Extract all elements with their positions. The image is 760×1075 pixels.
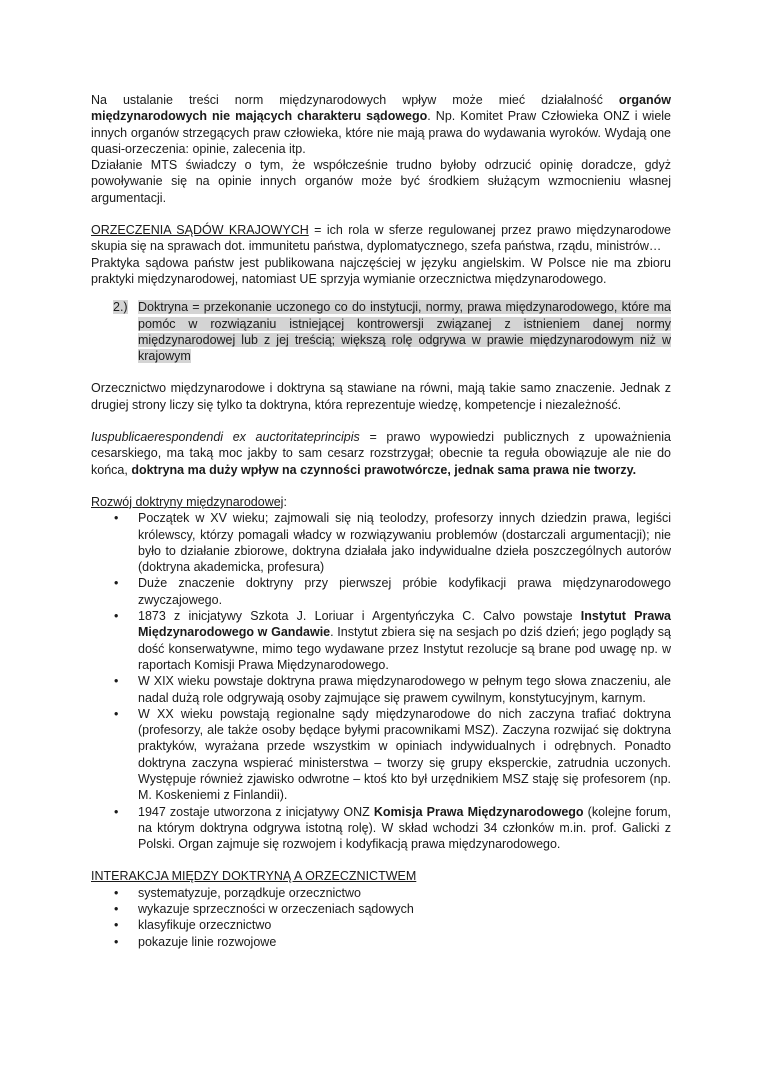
list-item: • W XIX wieku powstaje doktryna prawa międzynarodowego w pełnym tego słowa znaczeniu, ale nadal dużą role odgrywają osoby zajmujące się prawem cywilnym, konstytucyjnym, karnym. (138, 673, 671, 706)
list-item (138, 804, 671, 853)
krajowe-paragraph (91, 222, 671, 255)
list-item: • wykazuje sprzeczności w orzeczeniach sądowych (138, 901, 671, 917)
text-run: Na ustalanie treści norm międzynarodowych wpływ może mieć działalność (91, 93, 619, 107)
text-run: 1873 z inicjatywy Szkota J. Loriuar i Argentyńczyka C. Calvo powstaje (138, 609, 581, 624)
heading-colon: : (283, 494, 287, 509)
latin-term: Iuspublicaerespondendi ex auctoritateprincipis (91, 430, 360, 445)
bold-phrase: doktryna ma duży wpływ na czynności prawotwórcze, jednak sama prawa nie tworzy. (131, 462, 637, 477)
intro-paragraph-1 (91, 92, 671, 157)
list-item: • pokazuje linie rozwojowe (138, 934, 671, 950)
section-heading: ORZECZENIA SĄDÓW KRAJOWYCH (91, 223, 309, 238)
text-run: . Instytut zbiera się na sesjach po dziś dzień; jego poglądy są dość konserwatywne, mimo tego wydawane przez Instytut rezolucje są brane pod uwagę np. w raportach Komisji Prawa Międzynarodowego. (138, 625, 671, 672)
ius-paragraph (91, 429, 671, 478)
list-item: • klasyfikuje orzecznictwo (138, 917, 671, 933)
list-item: • Początek w XV wieku; zajmowali się nią teolodzy, profesorzy innych dziedzin prawa, legiści królewscy, którzy pomagali władcy w rozwiązywaniu problemów (dostarczali argumentacji); nie było to działanie zbiorowe, doktryna działała jako indywidualne dzieła poszczególnych autorów (doktryna akademicka, profesura) (138, 510, 671, 575)
list-item (138, 608, 671, 673)
interakcja-list (91, 885, 671, 950)
document-page (91, 92, 671, 950)
section-heading: Rozwój doktryny międzynarodowej (91, 494, 284, 509)
doktryna-numbered-item (113, 299, 671, 364)
item-number: 2.) (113, 300, 128, 315)
list-item: • W XX wieku powstają regionalne sądy międzynarodowe do nich zaczyna trafiać doktryna (profesorzy, ale także osoby będące byłymi pracownikami MSZ). Zaczyna rozwijać się doktryna praktyków, wyrażana przede wszystkim w opiniach indywidualnych i odrębnych. Ponadto doktryna zaczyna wspierać ministerstwa – tworzy się grupy eksperckie, zatrudnia uczonych. Występuje również zjawisko odwrotne – ktoś kto był urzędnikiem MSZ staję się profesorem (np. M. Koskeniemi z Finlandii). (138, 706, 671, 804)
doktryna-definition: Doktryna = przekonanie uczonego co do instytucji, normy, prawa międzynarodowego, które ma pomóc w rozwiązaniu istniejącej kontrowersji związanej z istnieniem danej normy międzynarodowej lub z jej treścią; większą rolę odgrywa w prawie międzynarodowym niż w krajowym (138, 300, 671, 364)
bold-phrase: Instytut Prawa Międzynarodowego w Gandawie (138, 609, 671, 640)
text-run: = ich rola w sferze regulowanej przez prawo międzynarodowe skupia się na sprawach dot. immunitetu państwa, dyplomatycznego, szefa państwa, rządu, ministrów… (91, 223, 671, 254)
section-heading: INTERAKCJA MIĘDZY DOKTRYNĄ A ORZECZNICTWEM (91, 869, 417, 884)
bold-phrase: Komisja Prawa Międzynarodowego (373, 804, 584, 819)
bold-phrase: organów międzynarodowych nie mających charakteru sądowego (91, 93, 671, 124)
rozwoj-heading-line (91, 494, 671, 510)
text-run: 1947 zostaje utworzona z inicjatywy ONZ (138, 804, 374, 819)
text-run: = prawo wypowiedzi publicznych z upoważnienia cesarskiego, ma taką moc jakby to sam cesarz rozstrzygał; obecnie ta reguła obowiązuje ale nie do końca, (91, 430, 671, 477)
list-item: • Duże znaczenie doktryny przy pierwszej próbie kodyfikacji prawa międzynarodowego zwyczajowego. (138, 575, 671, 608)
list-item: • systematyzuje, porządkuje orzecznictwo (138, 885, 671, 901)
krajowe-paragraph-2: Praktyka sądowa państw jest publikowana najczęściej w języku angielskim. W Polsce nie ma zbioru praktyki międzynarodowej, natomiast UE sprzyja wymianie orzecznictwa międzynarodowego. (91, 255, 671, 286)
text-run: (kolejne forum, na którym doktryna odgrywa istotną rolę). W skład wchodzi 34 członków m.in. prof. Galicki z Polski. Organ zajmuje się rozwojem i kodyfikacją prawa międzynarodowego. (138, 804, 671, 852)
interakcja-heading (91, 868, 671, 884)
intro-paragraph-2: Działanie MTS świadczy o tym, że współcześnie trudno byłoby odrzucić opinię doradcze, gdyż powoływanie się na opinie innych organów może być środkiem służącym wzmocnieniu własnej argumentacji. (91, 158, 671, 205)
orzecznictwo-paragraph: Orzecznictwo międzynarodowe i doktryna są stawiane na równi, mają takie samo znaczenie. Jednak z drugiej strony liczy się tylko ta doktryna, która reprezentuje wiedzę, kompetencje i niezależność. (91, 381, 671, 412)
text-run: . Np. Komitet Praw Człowieka ONZ i wiele innych organów strzegących praw człowieka, które nie mają prawa do wydawania wyroków. Wydają one quasi-orzeczenia: opinie, zalecenia itp. (91, 109, 672, 156)
rozwoj-list (91, 510, 671, 852)
